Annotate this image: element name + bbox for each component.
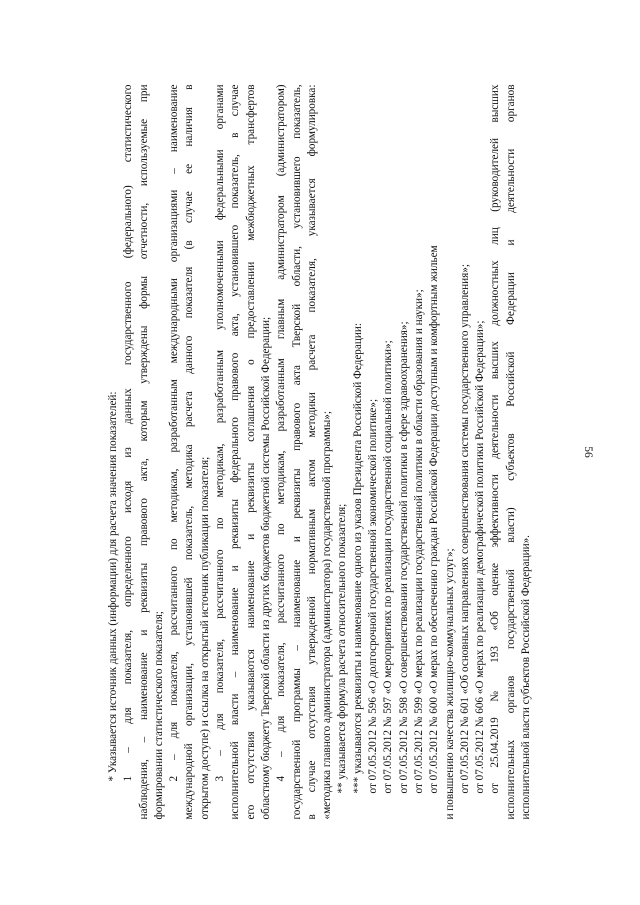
footnote-line: исполнительной власти субъектов Российской Федерации». [519,535,532,820]
footnote-line: в случае отсутствия утвержденной нормативным актом методики расчета показателя, указывается формулировка: [305,84,318,820]
page-number: 56 [582,446,594,458]
footnote-line: от 07.05.2012 № 601 «Об основных направлениях совершенствования системы государственного управления»; [458,264,471,794]
footnote-line: * Указывается источник данных (информации) для расчета значения показателей: [106,391,119,782]
footnote-line: «методика главного администратора (администратора) государственной программы»; [321,411,333,820]
footnote-line: исполнительных органов государственной власти) субъектов Российской Федерации и деятельности органов [504,84,517,820]
footnote-line: формировании статистического показателя; [152,611,165,820]
footnote-line: 4 – для показателя, рассчитанного по методикам, разработанным главным администратором (администратором) [275,84,288,782]
footnote-line: от 07.05.2012 № 596 «О долгосрочной государственной экономической политике»; [366,398,379,794]
footnote-line: от 07.05.2012 № 598 «О совершенствовании государственной политики в сфере здравоохранения»; [397,321,410,794]
footnote-line: 1 – для показателя, определенного исходя из данных государственного (федерального) статистического [122,84,135,782]
footnote-line: от 07.05.2012 № 599 «О мерах по реализации государственной политики в области образования и науки»; [412,289,425,794]
footnote-line: открытом доступе) и ссылка на открытый источник публикации показателя; [198,456,211,820]
footnote-line: 2 – для показателя, рассчитанного по методикам, разработанным международными организациями – наименование [168,84,181,782]
footnote-line: 3 – для показателя, рассчитанного по методикам, разработанным уполномоченными федеральными органами [213,84,226,782]
footnote-line: от 07.05.2012 № 600 «О мерах по обеспечению граждан Российской Федерации доступным и комфортным жильем [428,245,441,794]
footnote-line: областному бюджету Тверской области из других бюджетов бюджетной системы Российской Федерации; [259,316,272,820]
footnote-line: от 07.05.2012 № 606 «О мерах по реализации демографической политики Российской Федерации»; [473,320,486,794]
footnote-line: и повышению качества жилищно-коммунальных услуг»; [443,548,456,820]
footnote-line: исполнительной власти – наименование и реквизиты федерального правового акта, установившего показатель, в случае [229,84,242,820]
footnote-line: наблюдения, – наименование и реквизиты правового акта, которым утверждены формы отчетности, используемые при [137,84,150,820]
footnote-line: ** указывается формула расчета относительного показателя; [336,503,349,794]
footnote-line: от 25.04.2019 № 193 «Об оценке эффективности деятельности высших должностных лиц (руководителей высших [489,84,502,794]
footnotes-block [106,85,534,820]
footnote-line: международной организации, установившей показатель, методика расчета данного показателя (в случае ее наличия в [183,84,196,820]
footnote-line: от 07.05.2012 № 597 «О мероприятиях по реализации государственной социальной политики»; [382,340,395,794]
footnote-line: *** указываются реквизиты и наименование одного из указов Президента Российской Федерации: [351,323,364,794]
footnote-line: его отсутствия указываются наименование и реквизиты соглашения о предоставлении межбюджетных трансфертов [244,84,257,820]
footnote-line: государственной программы – наименование и реквизиты правового акта Тверской области, установившего показатель, [290,84,303,820]
